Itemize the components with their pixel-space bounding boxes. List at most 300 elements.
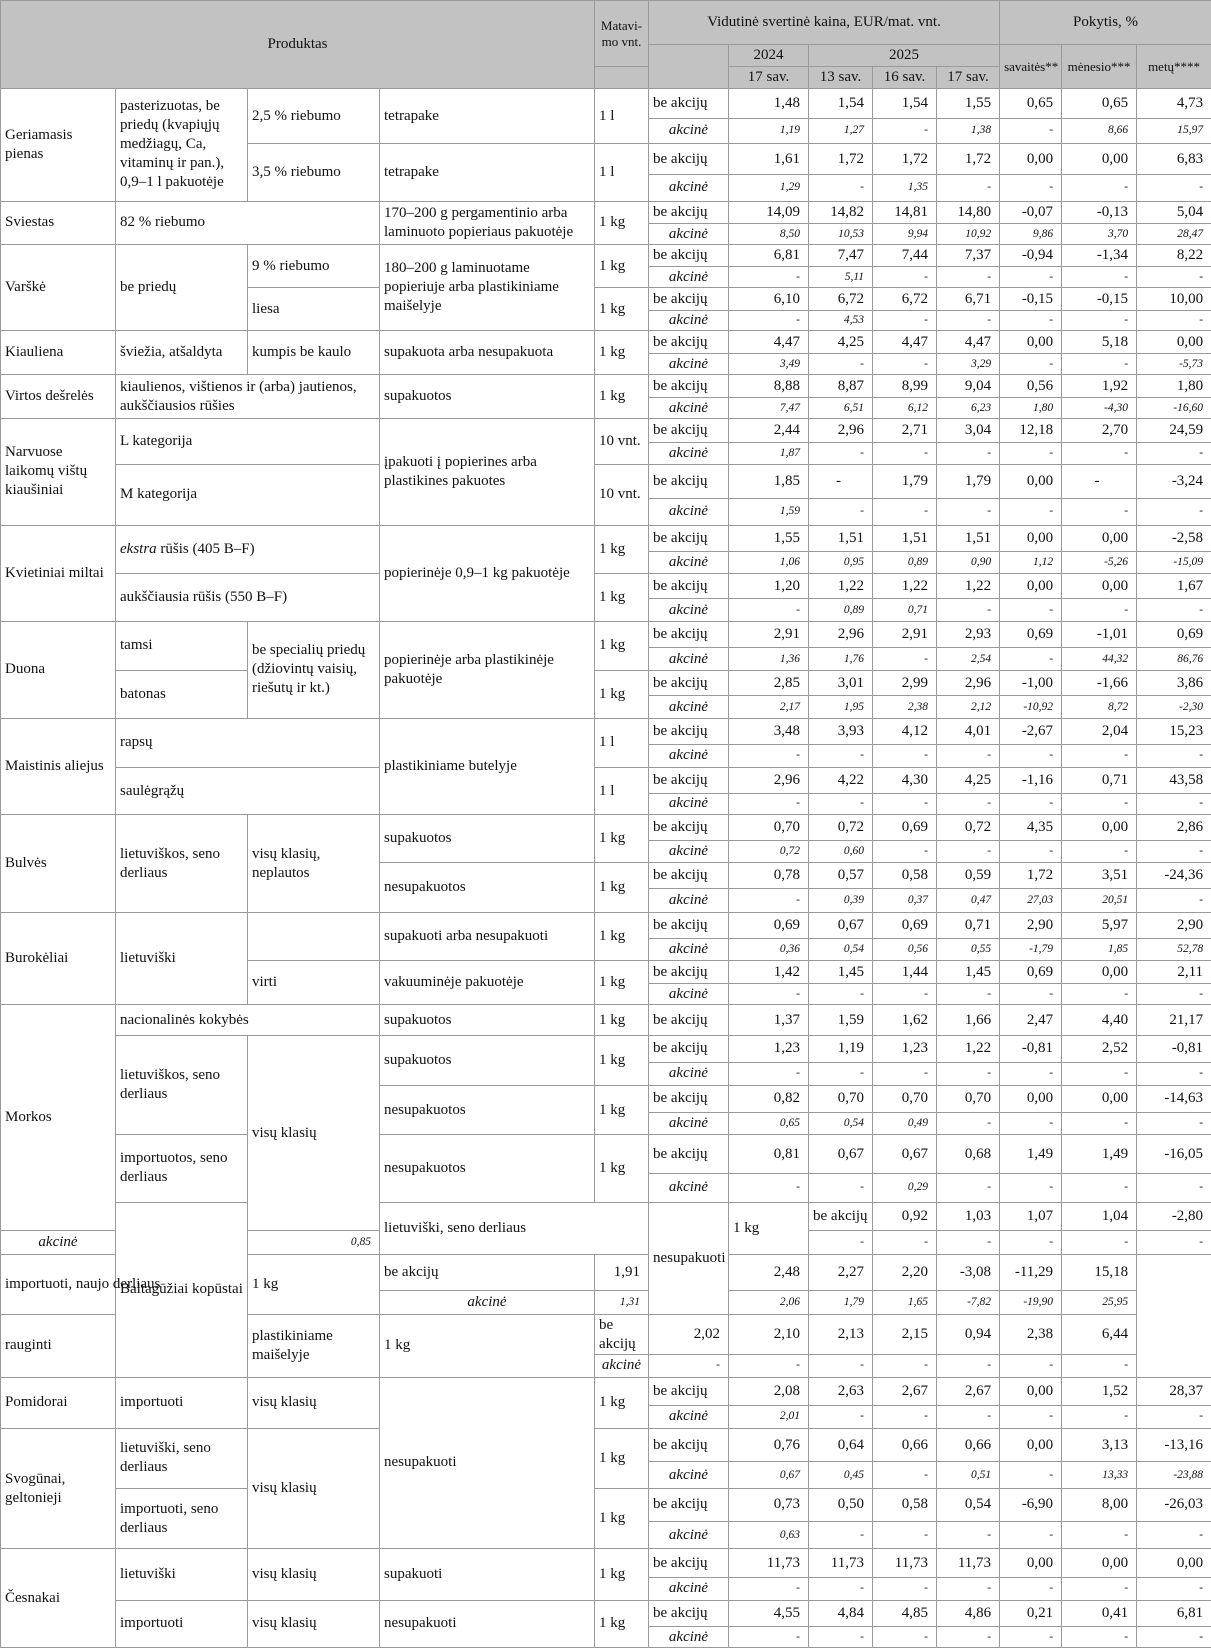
product-unit: 1 kg <box>595 621 649 670</box>
price-2025-w16-cell: 0,49 <box>873 1112 937 1135</box>
product-unit: 1 kg <box>380 1315 595 1377</box>
change-month-cell: - <box>1062 1231 1137 1255</box>
price-2025-w13-cell: 4,22 <box>809 768 873 794</box>
price-type-regular: be akcijų <box>649 525 729 552</box>
product-desc-emphasis: ekstra <box>120 540 157 557</box>
price-2025-w17-cell: 0,71 <box>937 913 1000 939</box>
price-2024-w17-cell: 2,02 <box>649 1315 729 1355</box>
change-year-cell: - <box>1137 310 1211 330</box>
change-year-cell: -2,58 <box>1137 525 1211 552</box>
change-year-cell: - <box>1137 983 1211 1004</box>
price-2025-w17-cell: 1,55 <box>937 89 1000 119</box>
price-2024-w17-cell: - <box>649 1355 729 1378</box>
price-2025-w17-cell: 4,01 <box>937 718 1000 744</box>
change-year-cell: 43,58 <box>1137 768 1211 794</box>
change-week-cell: -0,94 <box>1000 245 1062 266</box>
change-week-cell: - <box>1000 353 1062 374</box>
product-packaging: 180–200 g laminuotame popieriuje arba plastikiniame maišelyje <box>380 245 595 331</box>
header-change-year: metų**** <box>1137 45 1211 89</box>
price-2024-w17-cell: 4,47 <box>729 331 809 354</box>
price-2024-w17-cell: 1,48 <box>729 89 809 119</box>
price-2025-w16-cell: 2,99 <box>873 670 937 696</box>
price-2024-w17-cell: 2,17 <box>729 696 809 719</box>
price-2025-w17-cell: 14,80 <box>937 201 1000 224</box>
change-week-cell: 0,21 <box>1000 1600 1062 1627</box>
price-2024-w17-cell: 1,06 <box>729 552 809 573</box>
product-desc: importuoti, naujo derliaus <box>1 1254 248 1314</box>
price-2025-w16-cell: - <box>873 353 937 374</box>
product-packaging: 170–200 g pergamentinio arba laminuoto popieriaus pakuotėje <box>380 201 595 245</box>
product-packaging: plastikiniame maišelyje <box>248 1315 380 1377</box>
price-2024-w17-cell: 0,76 <box>729 1428 809 1462</box>
change-year-cell: -16,60 <box>1137 397 1211 418</box>
price-2025-w13-cell: - <box>809 1231 873 1255</box>
change-week-cell: 9,86 <box>1000 224 1062 245</box>
price-2024-w17-cell: 2,01 <box>729 1406 809 1429</box>
change-year-cell: 8,22 <box>1137 245 1211 266</box>
change-year-cell: 3,86 <box>1137 670 1211 696</box>
price-type-promo: akcinė <box>649 118 729 144</box>
change-month-cell: 2,38 <box>1000 1315 1062 1355</box>
header-week-2025-17: 17 sav. <box>937 67 1000 89</box>
price-2024-w17-cell: 1,42 <box>729 961 809 984</box>
price-2025-w13-cell: 0,72 <box>809 815 873 841</box>
product-packaging: supakuotos <box>380 815 595 863</box>
price-2025-w16-cell: 14,81 <box>873 201 937 224</box>
product-unit: 1 kg <box>595 245 649 288</box>
price-2025-w17-cell: 7,37 <box>937 245 1000 266</box>
change-year-cell: - <box>1137 744 1211 768</box>
price-2025-w17-cell: - <box>937 499 1000 526</box>
product-unit: 10 vnt. <box>595 465 649 525</box>
change-month-cell: - <box>1062 353 1137 374</box>
product-variant: visų klasių, neplautos <box>248 815 380 913</box>
price-2025-w16-cell: 2,91 <box>873 621 937 648</box>
product-desc: lietuviški <box>116 913 248 1005</box>
price-type-regular: be akcijų <box>809 1202 873 1231</box>
product-desc: lietuviški <box>116 1549 248 1600</box>
change-month-cell: - <box>1062 599 1137 622</box>
header-price-type <box>649 45 729 89</box>
change-month-cell: - <box>1062 744 1137 768</box>
price-2025-w13-cell: 0,54 <box>809 1112 873 1135</box>
product-name: Burokėliai <box>1 913 116 1005</box>
change-week-cell: - <box>1000 1462 1062 1489</box>
change-week-cell: 1,80 <box>1000 397 1062 418</box>
change-week-cell: 1,72 <box>1000 863 1062 889</box>
change-month-cell: 3,13 <box>1062 1428 1137 1462</box>
product-desc: 82 % riebumo <box>116 201 380 245</box>
price-2024-w17-cell: 6,81 <box>729 245 809 266</box>
price-2025-w13-cell: 2,63 <box>809 1377 873 1406</box>
product-name: Virtos dešrelės <box>1 375 116 419</box>
price-2024-w17-cell: 1,59 <box>729 499 809 526</box>
price-type-regular: be akcijų <box>649 375 729 398</box>
change-week-cell: -1,16 <box>1000 768 1062 794</box>
price-2025-w13-cell: - <box>809 1627 873 1648</box>
price-2025-w17-cell: - <box>937 1627 1000 1648</box>
header-year-2024: 2024 <box>729 45 809 67</box>
change-year-cell: 1,80 <box>1137 375 1211 398</box>
price-2025-w16-cell: 2,71 <box>873 419 937 443</box>
header-change-month: mėnesio*** <box>1062 45 1137 89</box>
price-2025-w13-cell: - <box>809 353 873 374</box>
price-2025-w17-cell: 4,86 <box>937 1600 1000 1627</box>
product-unit: 1 kg <box>595 1428 649 1488</box>
change-year-cell: 15,23 <box>1137 718 1211 744</box>
product-packaging: įpakuoti į popierines arba plastikines pakuotes <box>380 419 595 525</box>
change-month-cell: - <box>1062 793 1137 814</box>
price-2025-w16-cell: - <box>873 1578 937 1601</box>
change-year-cell: 21,17 <box>1137 1005 1211 1036</box>
price-2025-w13-cell: 1,19 <box>809 1035 873 1062</box>
change-week-cell: - <box>1000 266 1062 287</box>
product-unit: 1 kg <box>595 1035 649 1085</box>
price-2024-w17-cell: - <box>729 1174 809 1203</box>
price-2025-w17-cell: 1,04 <box>1062 1202 1137 1231</box>
price-type-regular: be akcijų <box>649 573 729 599</box>
price-2025-w17-cell: 0,90 <box>937 552 1000 573</box>
product-unit: 1 l <box>595 768 649 815</box>
change-week-cell: - <box>1000 1174 1062 1203</box>
change-month-cell: -19,90 <box>1000 1290 1062 1315</box>
price-type-regular: be akcijų <box>649 419 729 443</box>
price-2024-w17-cell: 4,55 <box>729 1600 809 1627</box>
product-desc: lietuviškos, seno derliaus <box>116 1035 248 1134</box>
price-2025-w17-cell: - <box>937 599 1000 622</box>
change-week-cell: - <box>1000 793 1062 814</box>
change-month-cell: 1,49 <box>1062 1135 1137 1174</box>
product-unit: 10 vnt. <box>595 419 649 465</box>
product-desc: rauginti <box>1 1315 248 1377</box>
price-2025-w16-cell: - <box>873 648 937 671</box>
price-type-regular: be akcijų <box>649 1489 729 1522</box>
price-type-regular: be akcijų <box>649 1086 729 1113</box>
price-2025-w16-cell: 2,67 <box>873 1377 937 1406</box>
price-2025-w16-cell: 0,89 <box>873 552 937 573</box>
price-2025-w13-cell: 6,51 <box>809 397 873 418</box>
product-packaging: tetrapake <box>380 89 595 144</box>
price-2025-w13-cell: 4,25 <box>809 331 873 354</box>
price-2025-w17-cell: 0,68 <box>937 1135 1000 1174</box>
product-desc: importuoti <box>116 1377 248 1428</box>
price-2025-w16-cell: 0,58 <box>873 863 937 889</box>
product-desc: rapsų <box>116 718 380 767</box>
product-variant: visų klasių <box>248 1035 380 1230</box>
change-week-cell: -0,15 <box>1000 288 1062 311</box>
price-2025-w16-cell: 7,44 <box>873 245 937 266</box>
price-2025-w17-cell: 2,96 <box>937 670 1000 696</box>
product-unit: 1 kg <box>595 1489 649 1549</box>
price-2024-w17-cell: 0,73 <box>729 1489 809 1522</box>
price-type-regular: be akcijų <box>649 863 729 889</box>
change-week-cell: 0,00 <box>1000 573 1062 599</box>
price-2025-w16-cell: 0,66 <box>873 1428 937 1462</box>
change-month-cell: -4,30 <box>1062 397 1137 418</box>
price-2025-w17-cell: - <box>937 793 1000 814</box>
price-2025-w13-cell: 2,10 <box>729 1315 809 1355</box>
change-month-cell: 0,41 <box>1062 1600 1137 1627</box>
price-2025-w16-cell: 1,23 <box>873 1035 937 1062</box>
product-packaging: supakuotos <box>380 375 595 419</box>
change-year-cell: 28,47 <box>1137 224 1211 245</box>
change-year-cell: 4,73 <box>1137 89 1211 119</box>
price-type-regular: be akcijų <box>649 331 729 354</box>
change-week-cell: - <box>1000 499 1062 526</box>
price-2025-w16-cell: - <box>809 1355 873 1378</box>
price-type-promo: akcinė <box>649 174 729 201</box>
change-week-cell: 0,00 <box>1000 144 1062 175</box>
product-unit: 1 kg <box>595 1600 649 1648</box>
price-2025-w13-cell: 4,84 <box>809 1600 873 1627</box>
change-month-cell: -11,29 <box>1000 1254 1062 1290</box>
change-year-cell: 0,00 <box>1137 1549 1211 1578</box>
product-name: Sviestas <box>1 201 116 245</box>
price-type-promo: akcinė <box>649 397 729 418</box>
price-2025-w16-cell: - <box>873 840 937 863</box>
change-month-cell: - <box>1062 174 1137 201</box>
change-year-cell: - <box>1137 499 1211 526</box>
price-2024-w17-cell: 1,37 <box>729 1005 809 1036</box>
price-2025-w13-cell: 1,95 <box>809 696 873 719</box>
product-unit: 1 kg <box>595 1005 649 1036</box>
change-week-cell: -0,81 <box>1000 1035 1062 1062</box>
product-variant: be specialių priedų (džiovintų vaisių, riešutų ir kt.) <box>248 621 380 718</box>
change-month-cell: - <box>1062 1062 1137 1086</box>
product-unit: 1 l <box>595 718 649 767</box>
change-week-cell: 0,00 <box>1000 1549 1062 1578</box>
price-2024-w17-cell: 7,47 <box>729 397 809 418</box>
price-type-regular: be akcijų <box>649 89 729 119</box>
price-type-promo: akcinė <box>649 224 729 245</box>
change-month-cell: 0,65 <box>1062 89 1137 119</box>
product-packaging: nesupakuotos <box>380 863 595 913</box>
change-week-cell: - <box>1000 442 1062 465</box>
price-type-promo: akcinė <box>649 696 729 719</box>
price-2025-w16-cell: - <box>873 1062 937 1086</box>
price-2024-w17-cell: 1,36 <box>729 648 809 671</box>
change-month-cell: 1,92 <box>1062 375 1137 398</box>
product-unit: 1 kg <box>595 815 649 863</box>
change-week-cell: - <box>1000 1578 1062 1601</box>
price-2025-w17-cell: - <box>937 1578 1000 1601</box>
price-2025-w17-cell: 1,22 <box>937 1035 1000 1062</box>
price-2025-w13-cell: 6,72 <box>809 288 873 311</box>
price-2025-w13-cell: 7,47 <box>809 245 873 266</box>
change-year-cell: 2,90 <box>1137 913 1211 939</box>
price-2025-w16-cell: 0,70 <box>873 1086 937 1113</box>
price-2025-w13-cell: 1,45 <box>809 961 873 984</box>
price-2025-w13-cell: 0,57 <box>809 863 873 889</box>
price-2025-w16-cell: - <box>873 1521 937 1549</box>
change-week-cell: 2,47 <box>1000 1005 1062 1036</box>
product-variant: visų klasių <box>248 1428 380 1549</box>
price-type-regular: be akcijų <box>649 245 729 266</box>
change-year-cell: - <box>1137 174 1211 201</box>
price-2025-w13-cell: 0,60 <box>809 840 873 863</box>
price-2025-w17-cell: 6,23 <box>937 397 1000 418</box>
change-week-cell: -0,07 <box>1000 201 1062 224</box>
price-2025-w16-cell: 0,69 <box>873 815 937 841</box>
product-desc: lietuviški, seno derliaus <box>116 1428 248 1488</box>
price-2025-w13-cell: 2,96 <box>809 621 873 648</box>
product-unit: 1 kg <box>595 288 649 331</box>
price-2025-w16-cell: 0,71 <box>873 599 937 622</box>
price-2025-w13-cell: 11,73 <box>809 1549 873 1578</box>
change-month-cell: 8,66 <box>1062 118 1137 144</box>
change-year-cell: - <box>1137 442 1211 465</box>
product-unit: 1 kg <box>595 201 649 245</box>
price-2025-w16-cell: 0,56 <box>873 938 937 961</box>
price-2025-w13-cell: 1,54 <box>809 89 873 119</box>
header-unit: Matavi-mo vnt. <box>595 1 649 67</box>
change-year-cell: - <box>1062 1355 1137 1378</box>
change-month-cell: 44,32 <box>1062 648 1137 671</box>
price-2025-w17-cell: 0,54 <box>937 1489 1000 1522</box>
price-type-promo: akcinė <box>649 442 729 465</box>
price-2025-w16-cell: 11,73 <box>873 1549 937 1578</box>
change-month-cell: 5,97 <box>1062 913 1137 939</box>
price-2025-w17-cell: - <box>937 1231 1000 1255</box>
price-2025-w17-cell: - <box>937 1062 1000 1086</box>
product-packaging: popierinėje 0,9–1 kg pakuotėje <box>380 525 595 621</box>
change-year-cell: -15,09 <box>1137 552 1211 573</box>
price-2025-w17-cell: - <box>937 1174 1000 1203</box>
change-week-cell: 0,56 <box>1000 375 1062 398</box>
price-2024-w17-cell: 0,92 <box>873 1202 937 1231</box>
price-type-promo: akcinė <box>649 310 729 330</box>
change-month-cell: 0,00 <box>1062 815 1137 841</box>
price-2025-w17-cell: - <box>937 744 1000 768</box>
price-type-promo: akcinė <box>649 1062 729 1086</box>
product-desc: be priedų <box>116 245 248 331</box>
change-week-cell: 1,12 <box>1000 552 1062 573</box>
product-desc: lietuviški, seno derliaus <box>380 1202 649 1254</box>
change-year-cell: 25,95 <box>1062 1290 1137 1315</box>
change-month-cell: - <box>1062 983 1137 1004</box>
change-month-cell: 8,00 <box>1062 1489 1137 1522</box>
product-desc: batonas <box>116 670 248 718</box>
price-2025-w16-cell: 8,99 <box>873 375 937 398</box>
price-2025-w17-cell: 0,70 <box>937 1086 1000 1113</box>
change-month-cell: 1,52 <box>1062 1377 1137 1406</box>
change-year-cell: - <box>1137 599 1211 622</box>
change-week-cell: - <box>1000 648 1062 671</box>
header-produktas: Produktas <box>1 1 595 89</box>
price-type-promo: akcinė <box>649 888 729 913</box>
change-month-cell: - <box>1062 442 1137 465</box>
product-packaging: tetrapake <box>380 144 595 201</box>
price-2024-w17-cell: 0,69 <box>729 913 809 939</box>
product-packaging: nesupakuotos <box>380 1135 595 1203</box>
price-type-regular: be akcijų <box>649 1135 729 1174</box>
price-type-regular: be akcijų <box>649 1549 729 1578</box>
price-2025-w17-cell: 0,72 <box>937 815 1000 841</box>
change-month-cell: - <box>1062 1174 1137 1203</box>
product-name: Narvuose laikomų vištų kiaušiniai <box>1 419 116 525</box>
price-2024-w17-cell: 0,67 <box>729 1462 809 1489</box>
price-2025-w16-cell: 1,44 <box>873 961 937 984</box>
price-2025-w16-cell: 6,72 <box>873 288 937 311</box>
change-year-cell: 6,83 <box>1137 144 1211 175</box>
price-2024-w17-cell: 8,88 <box>729 375 809 398</box>
change-year-cell: -0,81 <box>1137 1035 1211 1062</box>
price-2025-w13-cell: 0,54 <box>809 938 873 961</box>
price-type-regular: be akcijų <box>649 718 729 744</box>
change-year-cell: - <box>1137 1231 1211 1255</box>
header-year-2025: 2025 <box>809 45 1000 67</box>
change-week-cell: 4,35 <box>1000 815 1062 841</box>
price-2025-w17-cell: 2,12 <box>937 696 1000 719</box>
change-week-cell: - <box>1000 1112 1062 1135</box>
price-2025-w17-cell: 1,22 <box>937 573 1000 599</box>
change-month-cell: 4,40 <box>1062 1005 1137 1036</box>
price-2024-w17-cell: 0,65 <box>729 1112 809 1135</box>
price-2025-w13-cell: 0,70 <box>809 1086 873 1113</box>
change-month-cell: - <box>1062 1112 1137 1135</box>
price-2025-w16-cell: - <box>873 442 937 465</box>
price-type-regular: be akcijų <box>649 815 729 841</box>
change-month-cell: - <box>1062 310 1137 330</box>
price-2025-w17-cell: 1,72 <box>937 144 1000 175</box>
header-week-2024-17: 17 sav. <box>729 67 809 89</box>
price-2024-w17-cell: 1,20 <box>729 573 809 599</box>
product-unit: 1 kg <box>595 913 649 961</box>
price-2024-w17-cell: 1,85 <box>729 465 809 499</box>
change-week-cell: 0,00 <box>1000 465 1062 499</box>
price-2025-w13-cell: 1,76 <box>809 648 873 671</box>
change-year-cell: 5,04 <box>1137 201 1211 224</box>
change-year-cell: -13,16 <box>1137 1428 1211 1462</box>
change-year-cell: - <box>1137 888 1211 913</box>
product-desc: pasterizuotas, be priedų (kvapiųjų medžiagų, Ca, vitaminų ir pan.), 0,9–1 l pakuotėje <box>116 89 248 202</box>
price-2024-w17-cell: 1,19 <box>729 118 809 144</box>
price-2025-w13-cell: 3,01 <box>809 670 873 696</box>
price-2024-w17-cell: 1,61 <box>729 144 809 175</box>
price-type-promo: akcinė <box>649 1578 729 1601</box>
change-month-cell: 3,51 <box>1062 863 1137 889</box>
price-2025-w17-cell: 10,92 <box>937 224 1000 245</box>
price-2024-w17-cell: - <box>729 266 809 287</box>
change-week-cell: 1,49 <box>1000 1135 1062 1174</box>
change-month-cell: 3,70 <box>1062 224 1137 245</box>
product-variant: 2,5 % riebumo <box>248 89 380 144</box>
change-week-cell: - <box>1000 1627 1062 1648</box>
product-desc: importuotos, seno derliaus <box>116 1135 248 1203</box>
price-2025-w13-cell: - <box>729 1355 809 1378</box>
change-month-cell: -0,13 <box>1062 201 1137 224</box>
price-type-regular: be akcijų <box>649 201 729 224</box>
change-week-cell: - <box>1000 599 1062 622</box>
price-2025-w17-cell: 1,45 <box>937 961 1000 984</box>
price-type-promo: akcinė <box>649 499 729 526</box>
price-2025-w13-cell: 1,03 <box>937 1202 1000 1231</box>
price-type-promo: akcinė <box>649 1174 729 1203</box>
price-2025-w16-cell: 0,58 <box>873 1489 937 1522</box>
product-variant: visų klasių <box>248 1549 380 1600</box>
price-2025-w16-cell: 4,47 <box>873 331 937 354</box>
price-2025-w16-cell: - <box>873 118 937 144</box>
product-unit: 1 kg <box>248 1254 380 1314</box>
change-year-cell: - <box>1137 1062 1211 1086</box>
product-variant <box>248 913 380 961</box>
price-2025-w17-cell: - <box>937 1112 1000 1135</box>
change-year-cell: 15,18 <box>1062 1254 1137 1290</box>
change-month-cell: - <box>1062 465 1137 499</box>
product-desc: importuoti, seno derliaus <box>116 1489 248 1549</box>
price-2024-w17-cell: 2,85 <box>729 670 809 696</box>
price-type-regular: be akcijų <box>649 1035 729 1062</box>
